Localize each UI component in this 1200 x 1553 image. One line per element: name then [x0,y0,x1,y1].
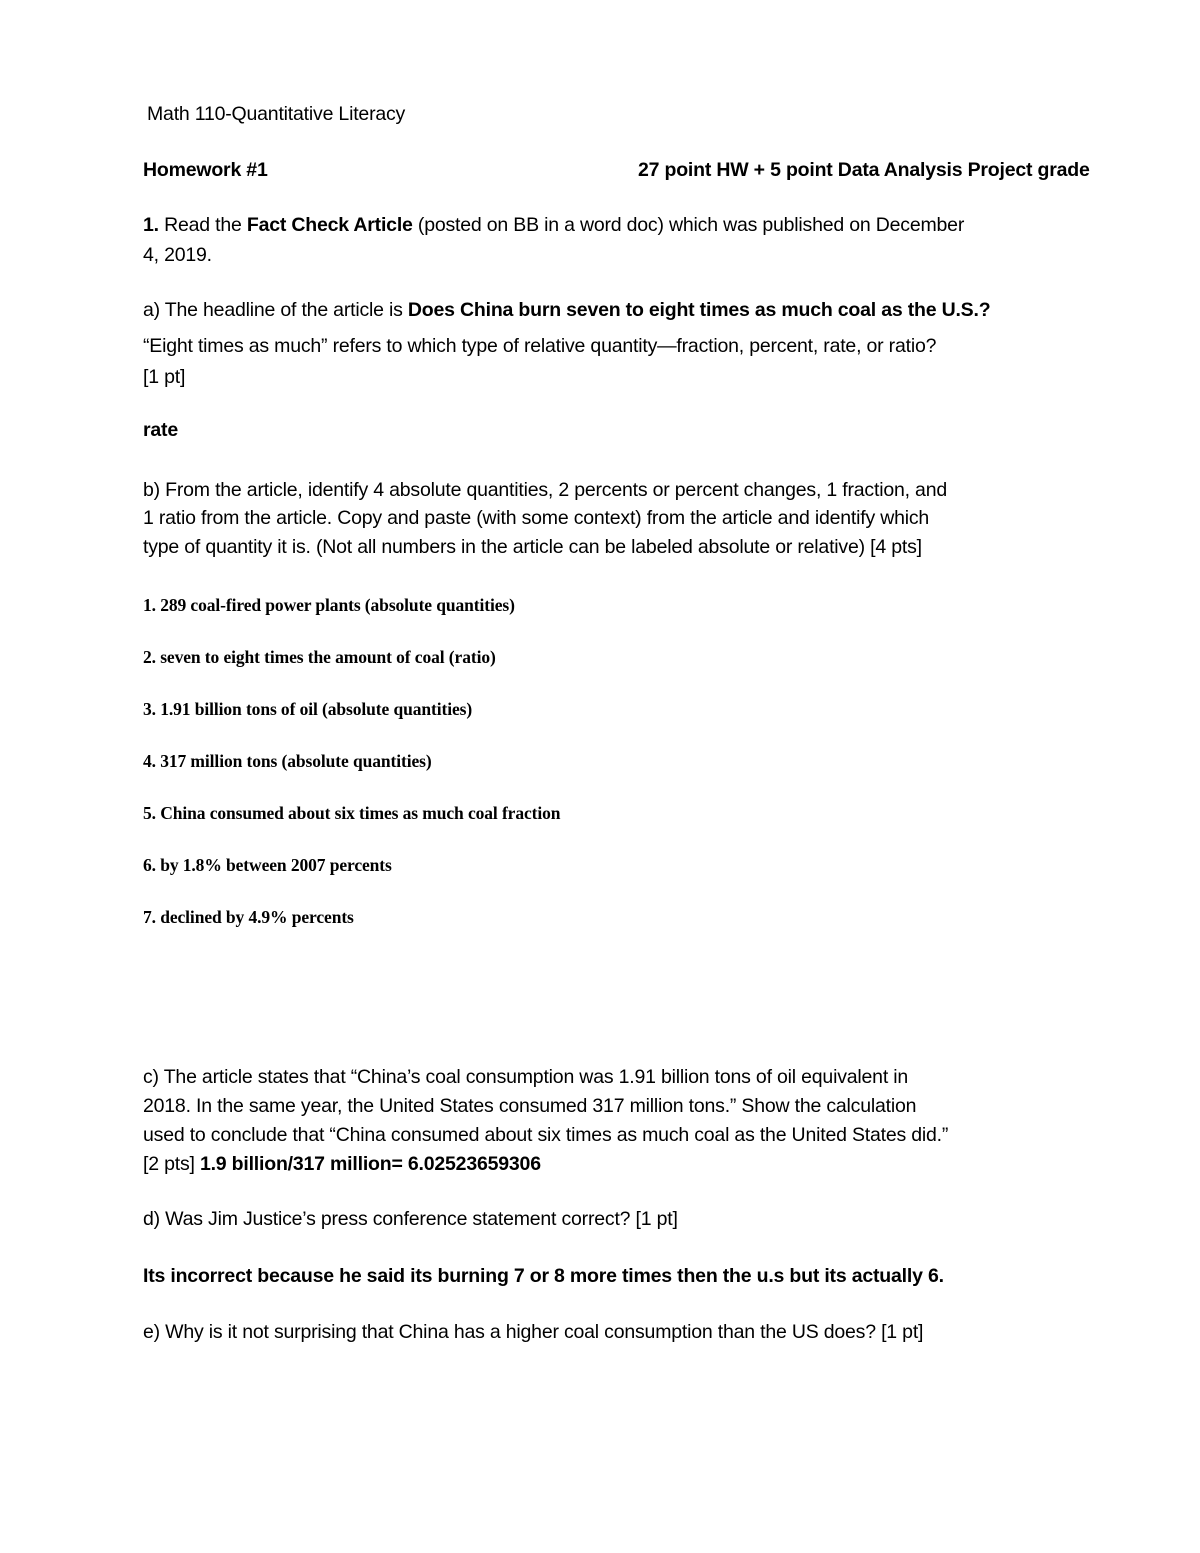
answer-a: rate [143,419,178,441]
question-a-line-1 [143,295,990,325]
question-1-number: 1. [143,214,159,236]
question-d: d) Was Jim Justice’s press conference statement correct? [1 pt] [143,1208,678,1230]
answer-d: Its incorrect because he said its burning 7 or 8 more times then the u.s but its actually 6. [143,1265,944,1287]
question-b-line-3: type of quantity it is. (Not all numbers in the article can be labeled absolute or relative) [4 pts] [143,536,922,558]
question-1-text-pre: Read the [158,214,247,236]
points-label: 27 point HW + 5 point Data Analysis Project grade [638,159,1090,181]
question-b-line-1: b) From the article, identify 4 absolute quantities, 2 percents or percent changes, 1 fraction, and [143,479,947,501]
question-1 [143,210,964,240]
question-1-text-post: (posted on BB in a word doc) which was published on December [412,214,965,236]
article-headline: Does China burn seven to eight times as much coal as the U.S.? [407,299,991,321]
question-c-line-4 [143,1149,541,1179]
question-c-line-2: 2018. In the same year, the United States consumed 317 million tons.” Show the calculation [143,1095,917,1117]
course-title: Math 110-Quantitative Literacy [147,103,406,125]
fact-check-article-title: Fact Check Article [246,214,413,236]
answer-b-item: 6. by 1.8% between 2007 percents [143,855,392,875]
answer-b-item: 4. 317 million tons (absolute quantities) [143,751,432,771]
answer-b-item: 3. 1.91 billion tons of oil (absolute quantities) [143,699,473,719]
question-c-points: [2 pts] [143,1153,200,1175]
question-1-date: 4, 2019. [143,244,212,266]
answer-c: 1.9 billion/317 million= 6.02523659306 [199,1153,541,1175]
question-a-line-2: “Eight times as much” refers to which type of relative quantity—fraction, percent, rate, or ratio? [143,335,937,357]
question-a-points: [1 pt] [143,366,186,388]
answer-b-item: 7. declined by 4.9% percents [143,907,354,927]
question-c-line-1: c) The article states that “China’s coal consumption was 1.91 billion tons of oil equivalent in [143,1066,909,1088]
question-b-line-2: 1 ratio from the article. Copy and paste (with some context) from the article and identify which [143,507,930,529]
question-c-line-3: used to conclude that “China consumed about six times as much coal as the United States did.” [143,1124,949,1146]
question-a-prefix: a) The headline of the article is [143,299,408,321]
question-e: e) Why is it not surprising that China has a higher coal consumption than the US does? [1 pt] [143,1321,924,1343]
answer-b-item: 5. China consumed about six times as much coal fraction [143,803,561,823]
homework-header [143,155,1090,185]
answer-b-item: 1. 289 coal-fired power plants (absolute quantities) [143,595,515,615]
homework-label: Homework #1 [143,159,268,181]
answer-b-item: 2. seven to eight times the amount of coal (ratio) [143,647,496,667]
